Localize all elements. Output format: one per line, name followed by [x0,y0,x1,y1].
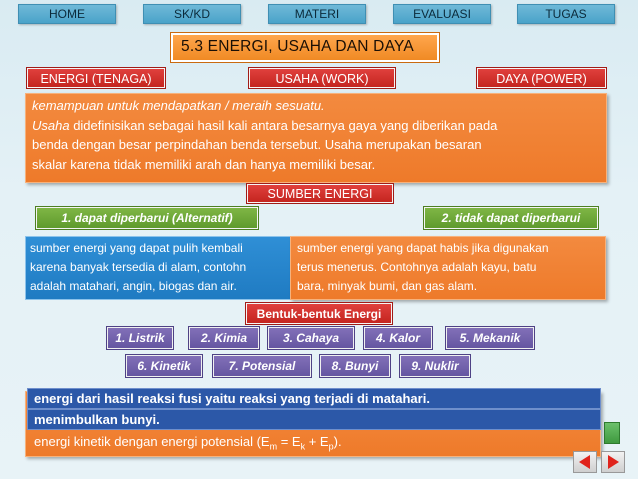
arrow-left-icon [574,452,596,472]
form-listrik[interactable]: 1. Listrik [107,327,173,349]
form-kalor[interactable]: 4. Kalor [364,327,432,349]
renewable-line-1: sumber energi yang dapat pulih kembali [30,241,243,255]
mechanical-energy-formula: energi kinetik dengan energi potensial $(E_m = E_k + E_p)$. [34,434,342,452]
form-nuklir[interactable]: 9. Nuklir [400,355,470,377]
form-potensial[interactable]: 7. Potensial [213,355,311,377]
renewable-line-3: adalah matahari, angin, biogas dan air. [30,279,237,293]
nonrenewable-line-3: bara, minyak bumi, dan gas alam. [297,279,478,293]
form-kinetik[interactable]: 6. Kinetik [126,355,202,377]
tab-energi[interactable]: ENERGI (TENAGA) [27,68,165,88]
definition-line-1: kemampuan untuk mendapatkan / meraih sesuatu. [32,98,325,113]
nav-tugas[interactable]: TUGAS [517,4,615,24]
tab-daya[interactable]: DAYA (POWER) [477,68,606,88]
tab-usaha[interactable]: USAHA (WORK) [249,68,395,88]
renewable-line-2: karena banyak tersedia di alam, contohn [30,260,247,274]
bentuk-energi-label[interactable]: Bentuk-bentuk Energi [246,303,392,324]
renewable-description [25,236,295,300]
nav-evaluasi[interactable]: EVALUASI [393,4,491,24]
nonrenewable-line-1: sumber energi yang dapat habis jika digunakan [297,241,549,255]
definition-panel [25,93,607,183]
green-marker [604,422,620,444]
nuklir-description: energi dari hasil reaksi fusi yaitu reaksi yang terjadi di matahari. [27,388,601,409]
nonrenewable-line-2: terus menerus. Contohnya adalah kayu, batu [297,260,537,274]
definition-line-3: benda dengan besar perpindahan benda tersebut. Usaha merupakan besaran [32,137,482,152]
arrow-right-icon [602,452,624,472]
nav-materi[interactable]: MATERI [268,4,366,24]
nonrenewable-description [290,236,606,300]
form-mekanik[interactable]: 5. Mekanik [446,327,534,349]
next-button[interactable] [601,451,625,473]
page-title: 5.3 ENERGI, USAHA DAN DAYA [171,33,439,62]
prev-button[interactable] [573,451,597,473]
nav-sk-kd[interactable]: SK/KD [143,4,241,24]
bunyi-description: menimbulkan bunyi. [27,409,601,430]
renewable-tag[interactable]: 1. dapat diperbarui (Alternatif) [36,207,258,229]
form-bunyi[interactable]: 8. Bunyi [320,355,390,377]
definition-line-2: Usaha didefinisikan sebagai hasil kali antara besarnya gaya yang diberikan pada [32,117,498,133]
nav-home[interactable]: HOME [18,4,116,24]
nonrenewable-tag[interactable]: 2. tidak dapat diperbarui [424,207,598,229]
form-kimia[interactable]: 2. Kimia [189,327,259,349]
sumber-energi-label[interactable]: SUMBER ENERGI [247,184,393,203]
definition-line-4: skalar karena tidak memiliki arah dan hanya memiliki besar. [32,156,376,172]
form-cahaya[interactable]: 3. Cahaya [268,327,354,349]
